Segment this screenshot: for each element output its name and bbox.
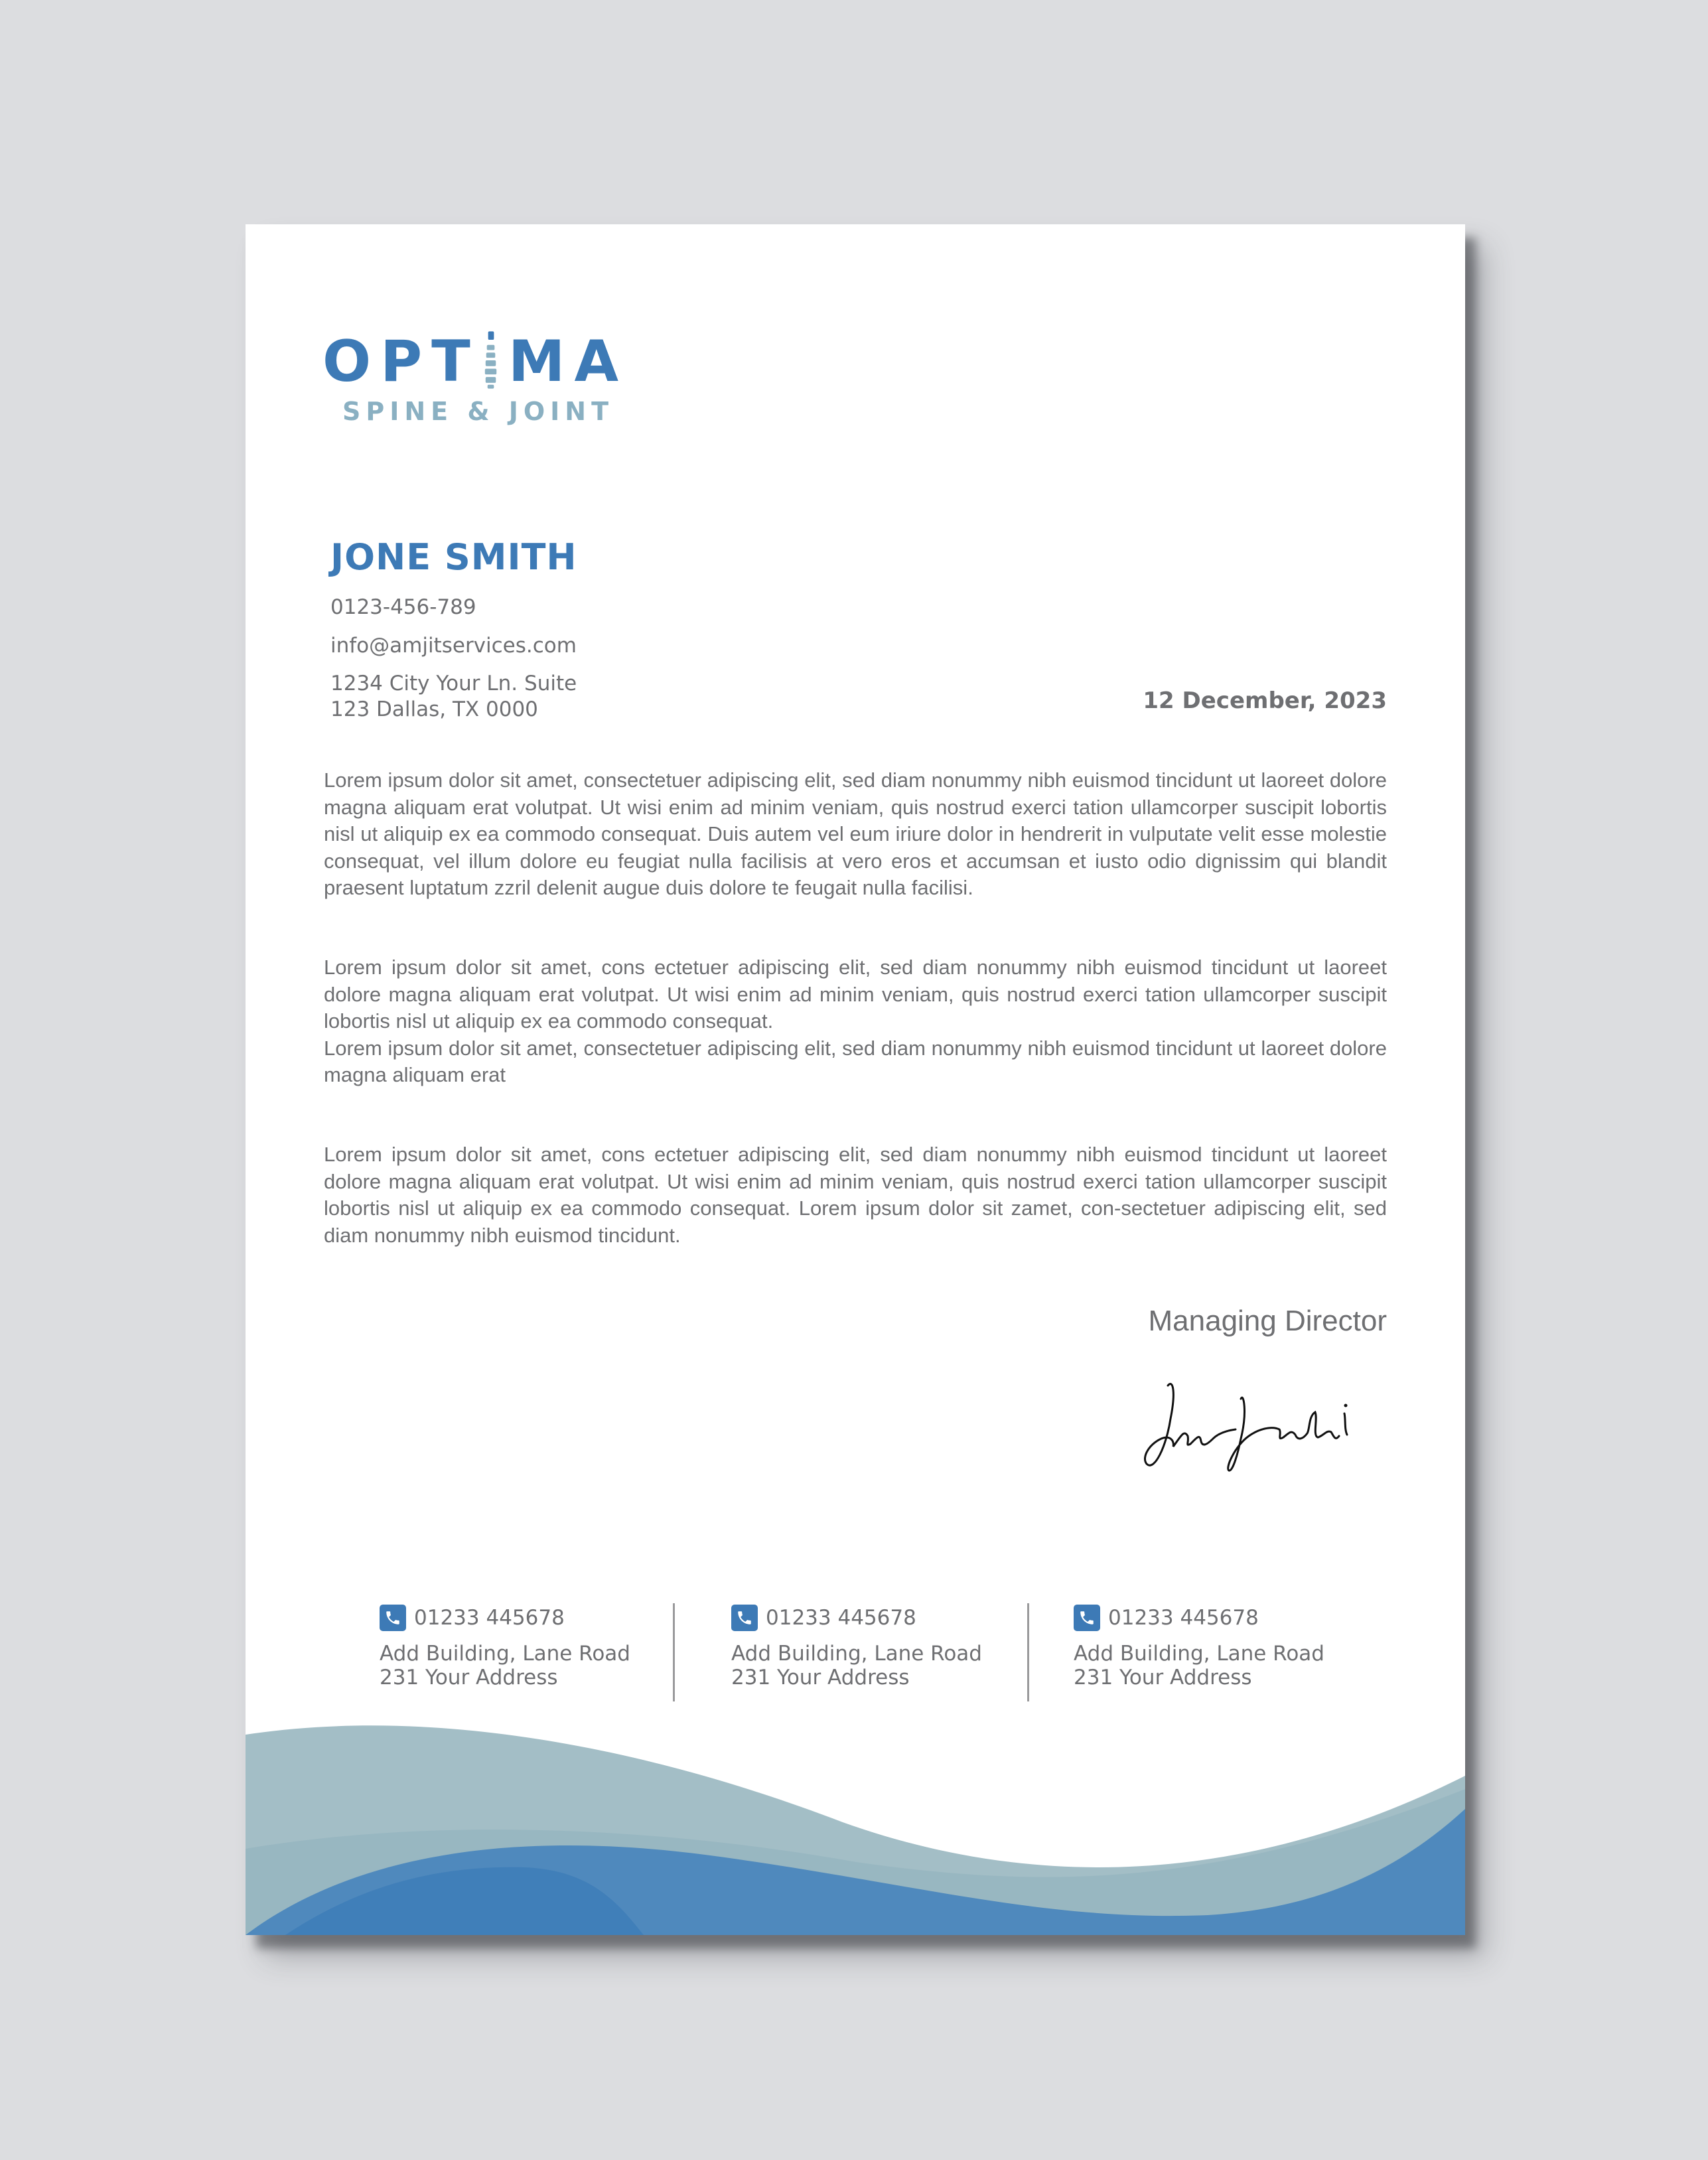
phone-icon	[1074, 1605, 1100, 1631]
company-logo	[322, 330, 628, 426]
footer-contact-3	[1074, 1605, 1324, 1690]
sender-email: info@amjitservices.com	[330, 634, 577, 658]
footer-address-1-line2: 231 Your Address	[380, 1666, 558, 1690]
logo-subtitle: SPINE & JOINT	[342, 397, 614, 426]
footer-wave-decoration	[246, 1723, 1465, 1935]
footer-address-3-line1: Add Building, Lane Road	[1074, 1642, 1324, 1666]
sender-block	[330, 536, 577, 723]
footer-address-1-line1: Add Building, Lane Road	[380, 1642, 630, 1666]
signatory-role: Managing Director	[1148, 1305, 1387, 1337]
spine-icon	[481, 330, 500, 390]
sender-address-line1: 1234 City Your Ln. Suite	[330, 672, 577, 695]
logo-word-left: OPT	[322, 328, 480, 395]
body-paragraph-3: Lorem ipsum dolor sit amet, cons ectetuer adipiscing elit, sed diam nonummy nibh euismod tincidunt ut laoreet dolore magna aliquam erat volutpat. Ut wisi enim ad minim veniam, quis nostrud exerci tation ullamcorper suscipit lobortis nisl ut aliquip ex ea commodo consequat. Lorem ipsum dolor sit zamet, con-sectetuer adipiscing elit, sed diam nonummy nibh euismod tincidunt.	[324, 1143, 1387, 1247]
footer-address-2-line2: 231 Your Address	[731, 1666, 910, 1690]
body-paragraph-2a: Lorem ipsum dolor sit amet, cons ectetuer adipiscing elit, sed diam nonummy nibh euismod tincidunt ut laoreet dolore magna aliquam erat volutpat. Ut wisi enim ad minim veniam, quis nostrud exerci tation ullamcorper suscipit lobortis nisl ut aliquip ex ea commodo consequat.	[324, 956, 1387, 1033]
body-paragraph-2	[324, 954, 1387, 1089]
sender-phone: 0123-456-789	[330, 595, 476, 619]
body-paragraph-1: Lorem ipsum dolor sit amet, consectetuer adipiscing elit, sed diam nonummy nibh euismod tincidunt ut laoreet dolore magna aliquam erat volutpat. Ut wisi enim ad minim veniam, quis nostrud exerci tation ullamcorper suscipit lobortis nisl ut aliquip ex ea commodo consequat. Duis autem vel eum iriure dolor in hendrerit in vulputate velit esse molestie consequat, vel illum dolore eu feugiat nulla facilisis at vero eros et accumsan et iusto odio dignissim qui blandit praesent luptatum zzril delenit augue duis dolore te feugait nulla facilisi.	[324, 768, 1387, 899]
handwritten-signature	[1141, 1372, 1367, 1478]
logo-wordmark	[322, 328, 628, 395]
footer-contact-1	[380, 1605, 630, 1690]
footer-phone-3: 01233 445678	[1108, 1606, 1259, 1630]
letterhead-page	[246, 224, 1465, 1935]
sender-address-line2: 123 Dallas, TX 0000	[330, 697, 538, 721]
body-paragraph-2b: Lorem ipsum dolor sit amet, consectetuer adipiscing elit, sed diam nonummy nibh euismod tincidunt ut laoreet dolore magna aliquam erat	[324, 1036, 1387, 1086]
footer-phone-1: 01233 445678	[414, 1606, 565, 1630]
footer-address-3-line2: 231 Your Address	[1074, 1666, 1252, 1690]
footer-divider-2	[1027, 1603, 1029, 1701]
phone-icon	[380, 1605, 406, 1631]
footer-phone-2: 01233 445678	[766, 1606, 916, 1630]
footer-divider-1	[673, 1603, 675, 1701]
sender-name: JONE SMITH	[330, 536, 577, 578]
footer-contact-2	[731, 1605, 982, 1690]
letter-date: 12 December, 2023	[1143, 687, 1387, 714]
footer-address-2-line1: Add Building, Lane Road	[731, 1642, 982, 1666]
phone-icon	[731, 1605, 758, 1631]
logo-word-right: MA	[508, 328, 628, 395]
